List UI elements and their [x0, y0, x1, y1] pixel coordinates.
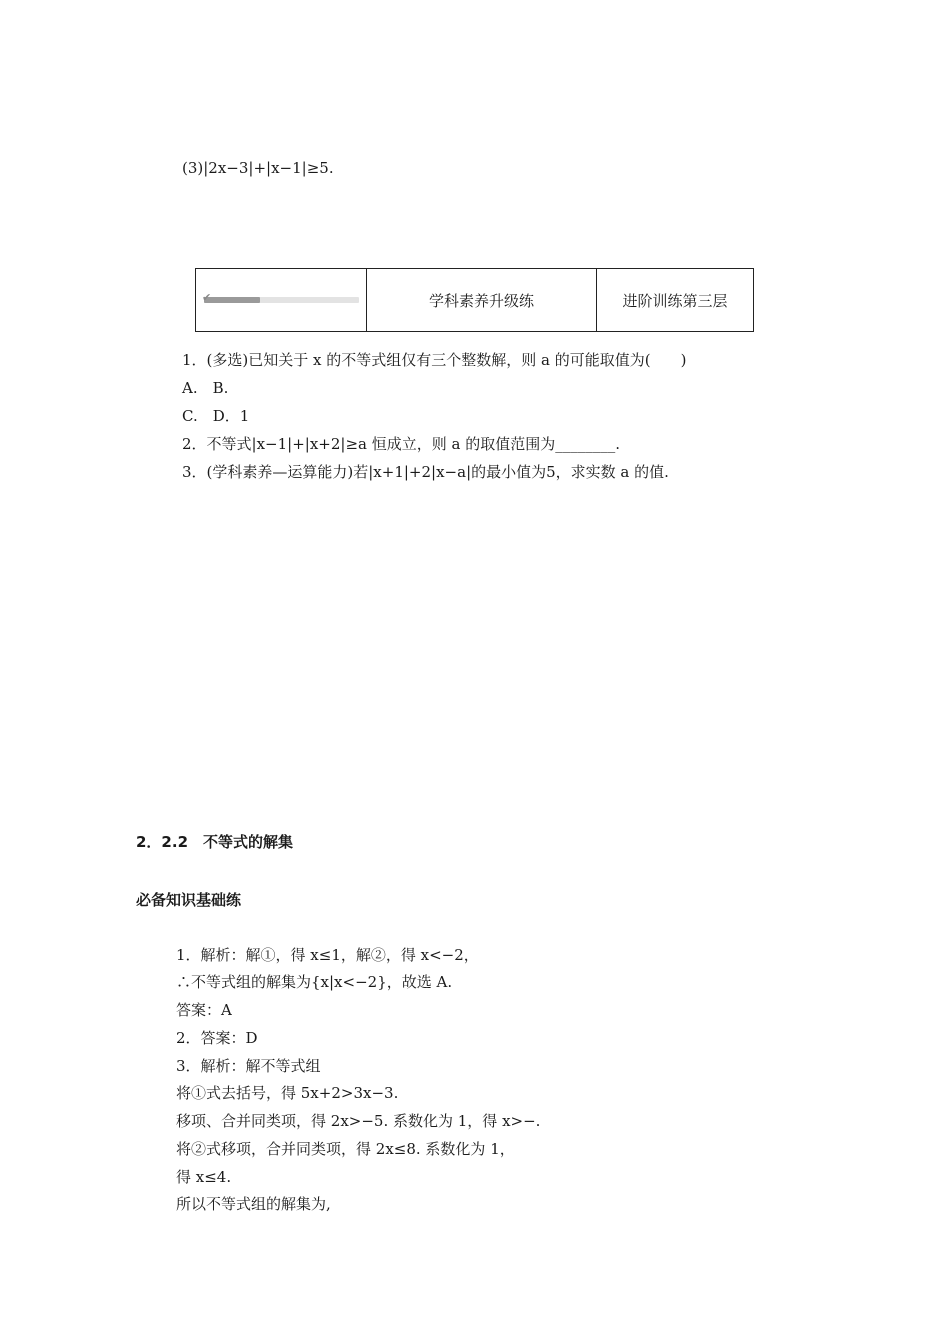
- exercise-2: 2．不等式|x−1|+|x+2|≥a 恒成立，则 a 的取值范围为________.: [182, 435, 620, 453]
- practice-banner: [195, 268, 754, 332]
- exercise-3: 3．(学科素养—运算能力)若|x+1|+2|x−a|的最小值为5，求实数 a 的值.: [182, 463, 669, 481]
- solution-line: 将②式移项，合并同类项，得 2x≤8. 系数化为 1，: [176, 1140, 515, 1158]
- solution-line: 3．解析：解不等式组: [176, 1057, 321, 1075]
- solution-line: 答案：A: [176, 1001, 232, 1019]
- banner-progress-cell: [196, 269, 367, 331]
- exercise-1-options-cd: C. D．1: [182, 407, 250, 425]
- banner-level: 进阶训练第三层: [622, 291, 728, 310]
- solution-line: 得 x≤4.: [176, 1168, 232, 1186]
- solution-line: 1．解析：解①，得 x≤1，解②，得 x<−2，: [176, 946, 479, 964]
- solution-line: 2．答案：D: [176, 1029, 258, 1047]
- section-title: 2．2.2 不等式的解集: [136, 833, 294, 851]
- exercise-1: 1．(多选)已知关于 x 的不等式组仅有三个整数解，则 a 的可能取值为( ): [182, 351, 687, 369]
- exercise-1-options-ab: A. B.: [182, 379, 229, 397]
- progress-bar: [202, 291, 359, 304]
- solution-line: ∴不等式组的解集为{x|x<−2}，故选 A.: [176, 973, 453, 991]
- subsection-title: 必备知识基础练: [136, 891, 242, 909]
- problem-3-text: (3)|2x−3|+|x−1|≥5.: [182, 159, 334, 177]
- solution-line: 所以不等式组的解集为,: [176, 1195, 331, 1213]
- banner-title: 学科素养升级练: [367, 269, 597, 331]
- solution-line: 移项、合并同类项，得 2x>−5. 系数化为 1，得 x>−.: [176, 1112, 541, 1130]
- progress-bar-fill: [204, 297, 260, 303]
- check-icon: ✔: [202, 291, 212, 304]
- solution-line: 将①式去括号，得 5x+2>3x−3.: [176, 1084, 399, 1102]
